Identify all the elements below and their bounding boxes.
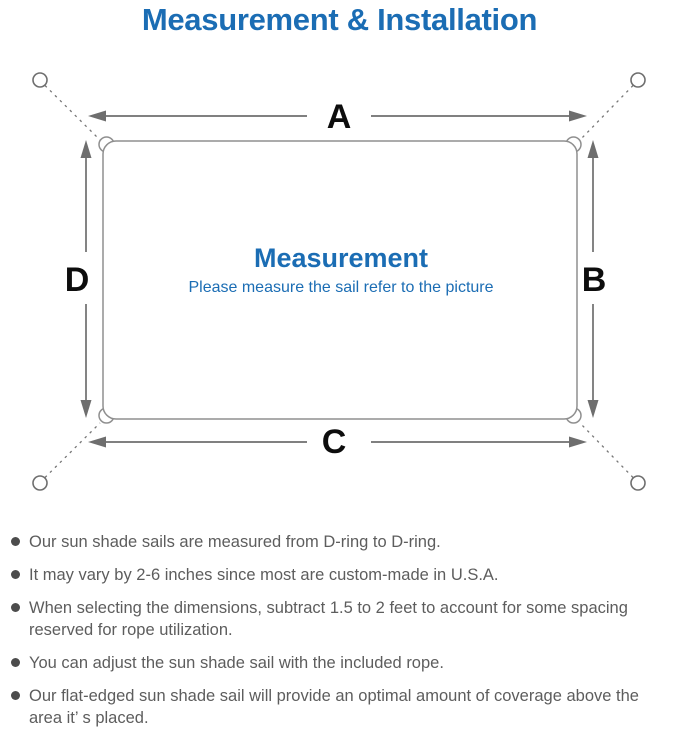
diagram-center-caption: Please measure the sail refer to the picture (188, 279, 494, 296)
note-text: You can adjust the sun shade sail with the included rope. (29, 654, 444, 672)
page-title: Measurement & Installation (141, 2, 538, 37)
arrow-down-icon (81, 400, 92, 418)
list-item (10, 597, 670, 641)
list-item (10, 531, 670, 553)
dimension-label-a: A (326, 98, 352, 136)
list-item (10, 685, 670, 729)
notes-list (10, 531, 670, 739)
anchor-ring-icon (631, 476, 645, 490)
arrow-right-icon (569, 437, 587, 448)
bullet-icon (11, 537, 20, 546)
bullet-icon (11, 603, 20, 612)
dimension-label-d: D (64, 261, 90, 299)
rope-dashed-line (45, 423, 100, 478)
anchor-ring-icon (33, 476, 47, 490)
note-text: When selecting the dimensions, subtract 1.5 to 2 feet to account for some spacing reserved for rope utilization. (29, 599, 628, 639)
note-text: Our sun shade sails are measured from D-ring to D-ring. (29, 533, 441, 551)
dimension-label-b: B (581, 261, 607, 299)
arrow-up-icon (81, 140, 92, 158)
arrow-right-icon (569, 111, 587, 122)
dimension-b (582, 140, 607, 418)
dimension-a (88, 98, 587, 136)
rope-dashed-line (580, 86, 633, 141)
diagram-center-heading: Measurement (253, 243, 429, 273)
arrow-down-icon (588, 400, 599, 418)
list-item (10, 564, 670, 586)
dimension-label-c: C (321, 423, 347, 461)
note-text: It may vary by 2-6 inches since most are custom-made in U.S.A. (29, 566, 499, 584)
anchor-ring-icon (631, 73, 645, 87)
measurement-diagram (0, 40, 679, 510)
bullet-icon (11, 570, 20, 579)
dimension-c (88, 423, 587, 461)
arrow-left-icon (88, 111, 106, 122)
dimension-d (65, 140, 92, 418)
rope-dashed-line (580, 423, 633, 478)
bullet-icon (11, 691, 20, 700)
rope-dashed-line (45, 86, 100, 141)
arrow-left-icon (88, 437, 106, 448)
note-text: Our flat-edged sun shade sail will provide an optimal amount of coverage above the area it’ s placed. (29, 687, 639, 727)
arrow-up-icon (588, 140, 599, 158)
list-item (10, 652, 670, 674)
anchor-ring-icon (33, 73, 47, 87)
bullet-icon (11, 658, 20, 667)
